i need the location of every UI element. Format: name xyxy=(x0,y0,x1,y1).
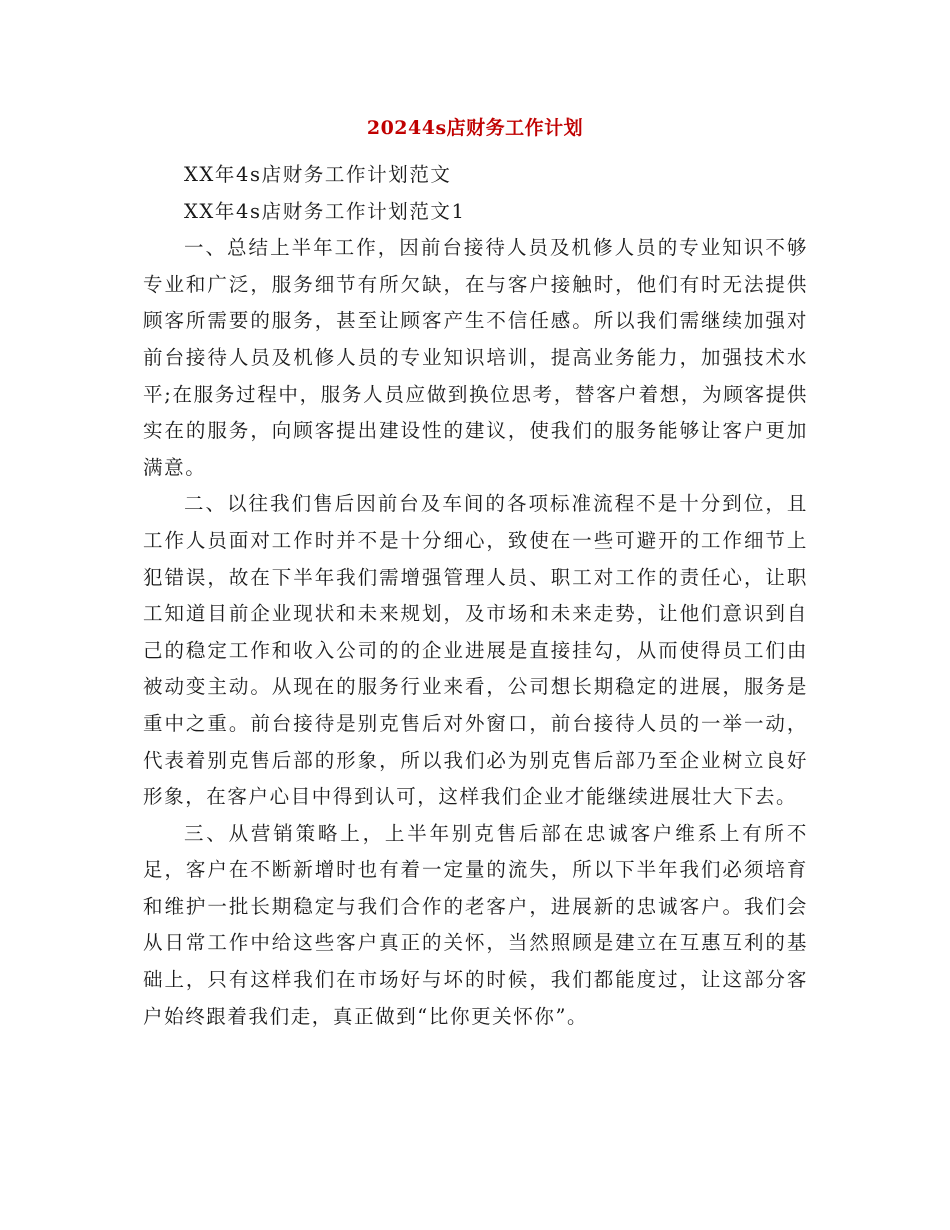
paragraph-section-1: 一、总结上半年工作，因前台接待人员及机修人员的专业知识不够专业和广泛，服务细节有所欠缺，在与客户接触时，他们有时无法提供顾客所需要的服务，甚至让顾客产生不信任感。所以我们需继续加强对前台接待人员及机修人员的专业知识培训，提高业务能力，加强技术水 平;在服务过程中，服务人员应做到换位思考，替客户着想，为顾客提供实在的服务，向顾客提出建设性的建议，使我们的服务能够让客户更加满意。 xyxy=(143,236,808,479)
document-title: 20244s店财务工作计划 xyxy=(366,117,584,139)
paragraph-subtitle: XX年4s店财务工作计划范文 xyxy=(183,163,452,186)
paragraph-section-3: 三、从营销策略上，上半年别克售后部在忠诚客户维系上有所不足，客户在不断新增时也有着一定量的流失，所以下半年我们必须培育和维护一批长期稳定与我们合作的老客户，进展新的忠诚客户。我们会从日常工作中给这些客户真正的关怀，当然照顾是建立在互惠互利的基础上，只有这样我们在市场好与坏的时候，我们都能度过，让这部分客户始终跟着我们走，真正做到“比你更关怀你”。 xyxy=(143,821,808,1028)
document-body xyxy=(143,157,808,1035)
paragraph-subtitle-1: XX年4s店财务工作计划范文1 xyxy=(183,199,466,223)
paragraph-section-2: 二、以往我们售后因前台及车间的各项标准流程不是十分到位，且工作人员面对工作时并不是十分细心，致使在一些可避开的工作细节上犯错误，故在下半年我们需增强管理人员、职工对工作的责任心，让职工知道目前企业现状和未来规划，及市场和未来走势，让他们意识到自己的稳定工作和收入公司的的企业进展是直接挂勾，从而使得员工们由被动变主动。从现在的服务行业来看，公司想长期稳定的进展，服务是重中之重。前台接待是别克售后对外窗口，前台接待人员的一举一动，代表着别克售后部的形象，所以我们必为别克售后部乃至企业树立良好形象，在客户心目中得到认可，这样我们企业才能继续进展壮大下去。 xyxy=(143,492,808,809)
